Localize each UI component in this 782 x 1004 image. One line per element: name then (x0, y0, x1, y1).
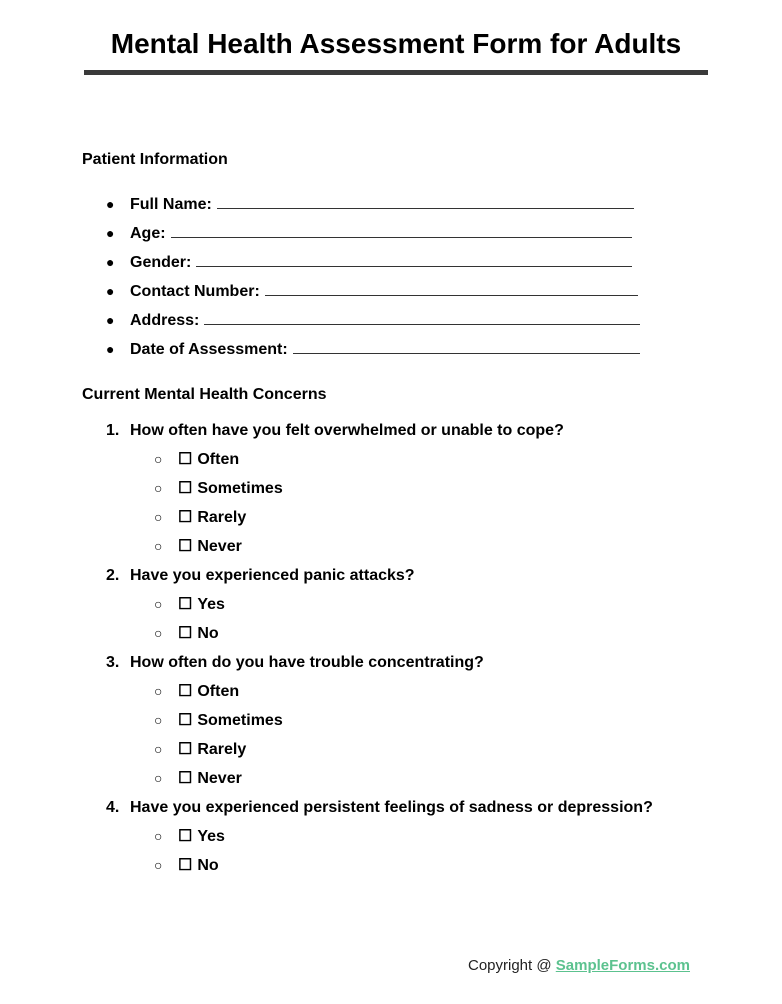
checkbox-icon[interactable]: ☐ (178, 741, 193, 758)
question (106, 420, 564, 445)
option-label: Yes (197, 828, 225, 845)
field-input-line[interactable] (171, 225, 632, 238)
checkbox-icon[interactable]: ☐ (178, 451, 193, 468)
patient-field (106, 306, 640, 335)
bullet-icon: ● (106, 283, 115, 299)
checkbox-icon[interactable]: ☐ (178, 712, 193, 729)
option-bullet-icon: ○ (154, 596, 163, 612)
question-text: How often do you have trouble concentrating? (130, 654, 484, 671)
checkbox-icon[interactable]: ☐ (178, 770, 193, 787)
option-label: Sometimes (197, 480, 283, 497)
question (106, 561, 415, 590)
question-number: 4. (106, 799, 120, 816)
question-number: 1. (106, 422, 120, 439)
question (106, 648, 484, 677)
page-title: Mental Health Assessment Form for Adults (110, 28, 682, 59)
option[interactable] (154, 532, 242, 561)
option-label: Never (197, 770, 242, 787)
option[interactable] (154, 474, 283, 503)
option-bullet-icon: ○ (154, 828, 163, 844)
questions-list (0, 420, 782, 880)
checkbox-icon[interactable]: ☐ (178, 538, 193, 555)
option[interactable] (154, 822, 225, 851)
field-input-line[interactable] (196, 254, 632, 267)
bullet-icon: ● (106, 196, 115, 212)
question-text: Have you experienced panic attacks? (130, 567, 415, 584)
bullet-icon: ● (106, 225, 115, 241)
question-number: 3. (106, 654, 120, 671)
title-divider (84, 70, 708, 75)
option[interactable] (154, 445, 239, 474)
option-bullet-icon: ○ (154, 451, 163, 467)
option[interactable] (154, 764, 242, 793)
field-label: Contact Number: (130, 283, 260, 300)
patient-field (106, 219, 632, 248)
checkbox-icon[interactable]: ☐ (178, 625, 193, 642)
checkbox-icon[interactable]: ☐ (178, 480, 193, 497)
option-bullet-icon: ○ (154, 509, 163, 525)
field-label: Age: (130, 225, 166, 242)
option[interactable] (154, 503, 246, 532)
concerns-heading: Current Mental Health Concerns (82, 386, 327, 403)
field-label: Address: (130, 312, 200, 329)
option-label: Never (197, 538, 242, 555)
option[interactable] (154, 590, 225, 619)
option[interactable] (154, 677, 239, 706)
copyright-text: Copyright @ (468, 957, 556, 974)
patient-info-heading: Patient Information (82, 151, 228, 168)
option-bullet-icon: ○ (154, 480, 163, 496)
option-bullet-icon: ○ (154, 538, 163, 554)
option-bullet-icon: ○ (154, 712, 163, 728)
sampleforms-link[interactable]: SampleForms.com (555, 957, 690, 974)
field-input-line[interactable] (293, 341, 640, 354)
patient-field (106, 248, 632, 277)
checkbox-icon[interactable]: ☐ (178, 828, 193, 845)
option[interactable] (154, 735, 246, 764)
question-number: 2. (106, 567, 120, 584)
field-input-line[interactable] (265, 283, 638, 296)
patient-field (106, 335, 640, 364)
option[interactable] (154, 706, 283, 735)
option-bullet-icon: ○ (154, 770, 163, 786)
patient-field (106, 277, 638, 306)
checkbox-icon[interactable]: ☐ (178, 683, 193, 700)
bullet-icon: ● (106, 341, 115, 357)
option[interactable] (154, 851, 219, 880)
checkbox-icon[interactable]: ☐ (178, 857, 193, 874)
question (106, 793, 653, 822)
option-bullet-icon: ○ (154, 857, 163, 873)
option-label: Rarely (197, 741, 247, 758)
option-label: No (197, 625, 219, 642)
option-bullet-icon: ○ (154, 683, 163, 699)
field-input-line[interactable] (217, 196, 634, 209)
field-input-line[interactable] (204, 312, 640, 325)
question-text: Have you experienced persistent feelings of sadness or depression? (130, 799, 653, 816)
option-label: Yes (197, 596, 225, 613)
footer (468, 957, 690, 974)
option-label: Sometimes (197, 712, 283, 729)
option-label: Rarely (197, 509, 247, 526)
question-text: How often have you felt overwhelmed or unable to cope? (130, 422, 564, 439)
option-label: No (197, 857, 219, 874)
patient-field (106, 190, 634, 219)
checkbox-icon[interactable]: ☐ (178, 596, 193, 613)
checkbox-icon[interactable]: ☐ (178, 509, 193, 526)
bullet-icon: ● (106, 254, 115, 270)
field-label: Full Name: (130, 196, 212, 213)
option-bullet-icon: ○ (154, 741, 163, 757)
option-label: Often (197, 683, 240, 700)
option[interactable] (154, 619, 219, 648)
bullet-icon: ● (106, 312, 115, 328)
option-bullet-icon: ○ (154, 625, 163, 641)
field-label: Gender: (130, 254, 192, 271)
field-label: Date of Assessment: (130, 341, 288, 358)
option-label: Often (197, 451, 240, 468)
